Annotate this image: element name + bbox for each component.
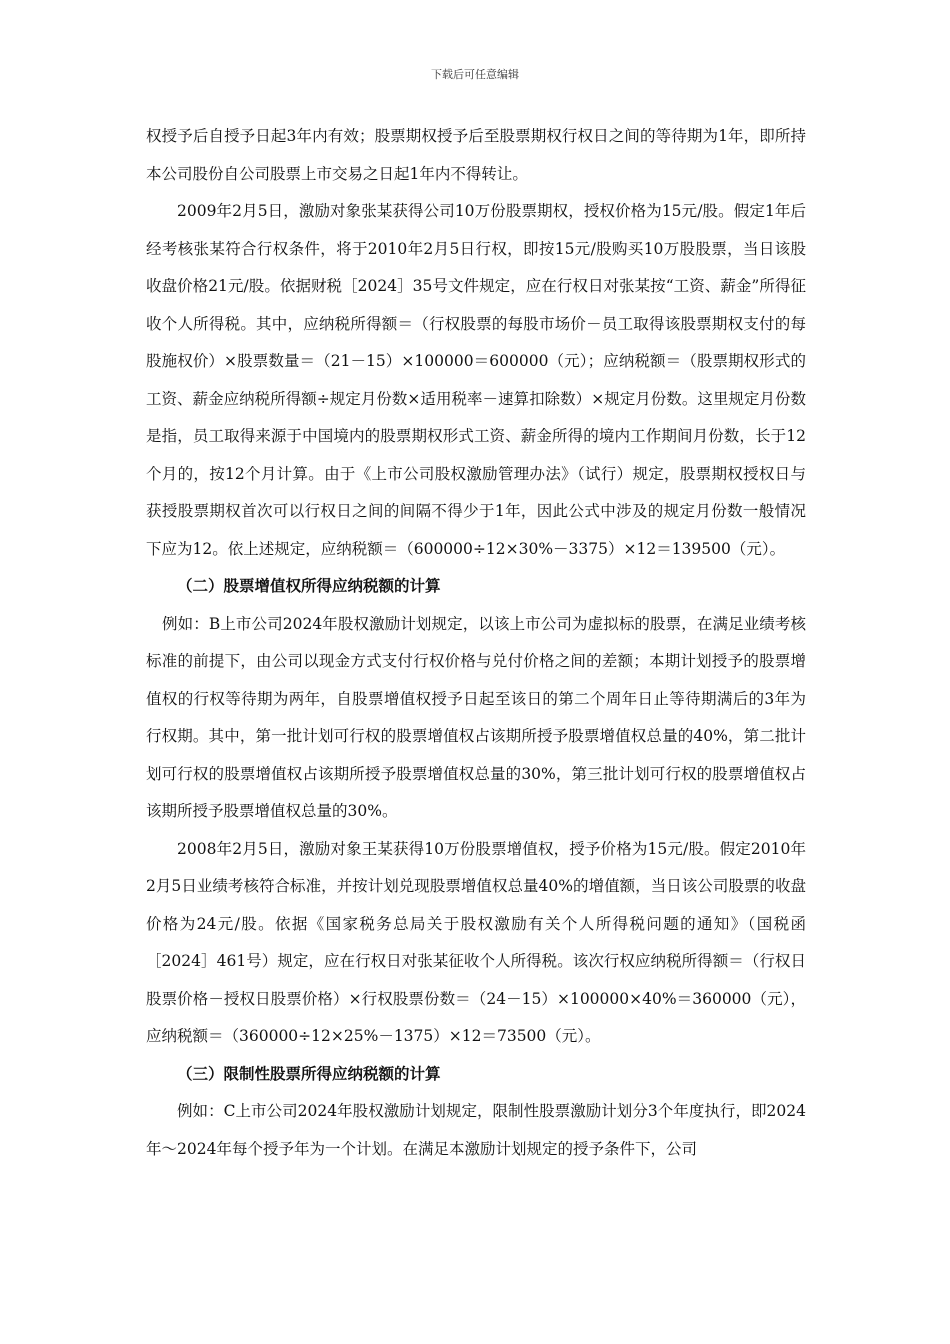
paragraph-stock-option-example: 2009年2月5日，激励对象张某获得公司10万份股票期权，授权价格为15元/股。假定1年后经考核张某符合行权条件，将于2010年2月5日行权，即按15元/股购买10万股股票，当日该股收盘价格21元/股。依据财税［2024］35号文件规定，应在行权日对张某按“工资、薪金”所得征收个人所得税。其中，应纳税所得额＝（行权股票的每股市场价－员工取得该股票期权支付的每股施权价）×股票数量＝（21－15）×100000＝600000（元）；应纳税额＝（股票期权形式的工资、薪金应纳税所得额÷规定月份数×适用税率－速算扣除数）×规定月份数。这里规定月份数是指，员工取得来源于中国境内的股票期权形式工资、薪金所得的境内工作期间月份数，长于12个月的，按12个月计算。由于《上市公司股权激励管理办法》（试行）规定，股票期权授权日与获授股票期权首次可以行权日之间的间隔不得少于1年，因此公式中涉及的规定月份数一般情况下应为12。依上述规定，应纳税额＝（600000÷12×30%－3375）×12＝139500（元）。 bbox=[146, 202, 806, 558]
section-heading-stock-appreciation-rights: （二）股票增值权所得应纳税额的计算 bbox=[177, 577, 441, 595]
section-heading-restricted-stock: （三）限制性股票所得应纳税额的计算 bbox=[177, 1064, 441, 1083]
document-body bbox=[146, 118, 806, 1168]
paragraph-appreciation-example: 2008年2月5日，激励对象王某获得10万份股票增值权，授予价格为15元/股。假定2010年2月5日业绩考核符合标准，并按计划兑现股票增值权总量40%的增值额，当日该公司股票的收盘价格为24元/股。依据《国家税务总局关于股权激励有关个人所得税问题的通知》（国税函［2024］461号）规定，应在行权日对张某征收个人所得税。该次行权应纳税所得额＝（行权日股票价格－授权日股票价格）×行权股票份数＝（24－15）×100000×40%＝360000（元），应纳税额＝（360000÷12×25%－1375）×12＝73500（元）。 bbox=[146, 839, 806, 1045]
paragraph-appreciation-plan: 例如：B上市公司2024年股权激励计划规定，以该上市公司为虚拟标的股票，在满足业绩考核标准的前提下，由公司以现金方式支付行权价格与兑付价格之间的差额；本期计划授予的股票增值权的行权等待期为两年，自股票增值权授予日起至该日的第二个周年日止等待期满后的3年为行权期。其中，第一批计划可行权的股票增值权占该期所授予股票增值权总量的40%，第二批计划可行权的股票增值权占该期所授予股票增值权总量的30%，第三批计划可行权的股票增值权占该期所授予股票增值权总量的30%。 bbox=[146, 614, 806, 820]
page-header: 下载后可任意编辑 bbox=[431, 68, 519, 81]
paragraph-stock-option-validity: 权授予后自授予日起3年内有效；股票期权授予后至股票期权行权日之间的等待期为1年，即所持本公司股份自公司股票上市交易之日起1年内不得转让。 bbox=[146, 127, 806, 183]
paragraph-restricted-stock-example: 例如：C上市公司2024年股权激励计划规定，限制性股票激励计划分3个年度执行，即2024年～2024年每个授予年为一个计划。在满足本激励计划规定的授予条件下，公司 bbox=[146, 1102, 806, 1158]
